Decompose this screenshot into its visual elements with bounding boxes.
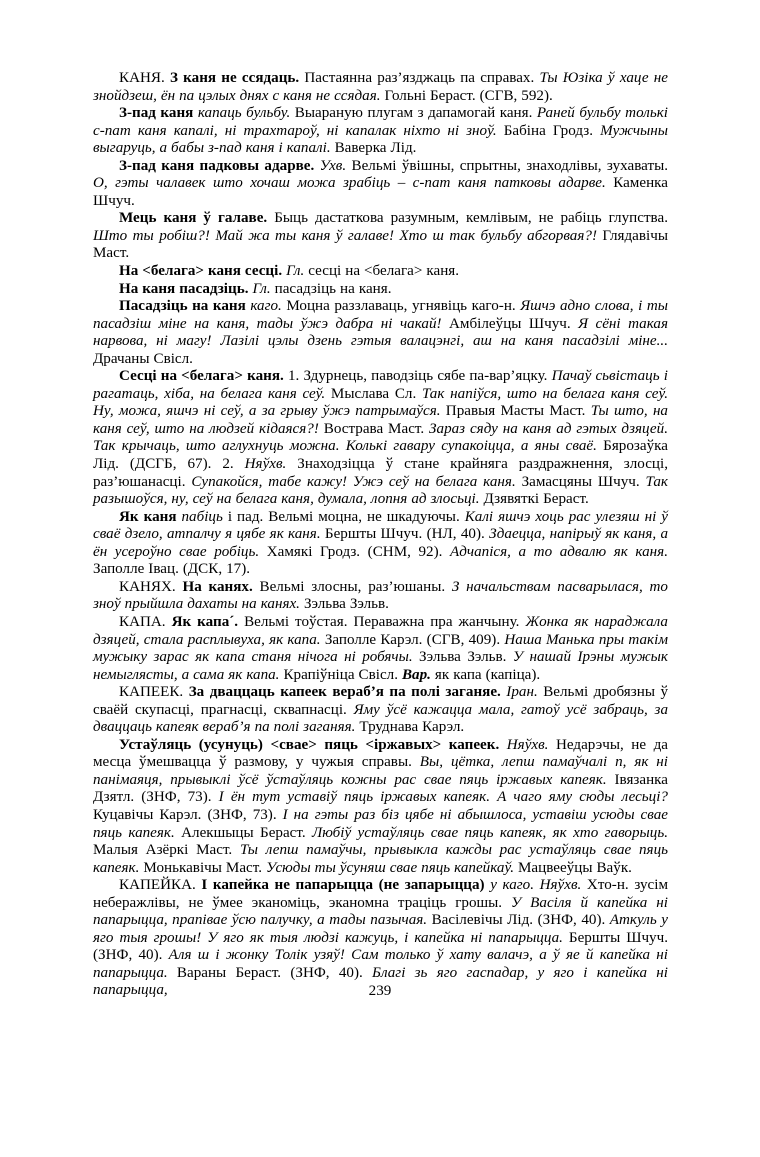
text-run: Пасадзіць на каня (119, 298, 246, 315)
text-run: Так разышоўся, ну, сеў на белага каня, думала, лопня ад злосьці. (93, 473, 668, 508)
text-run: Моцна раззлаваць, угнявіць каго-н. (281, 298, 521, 315)
text-run: Раней бульбу толькі с-пат каня капалі, ні трахтароў, ні капалак ніхто ні зноў. (93, 105, 668, 139)
text-run: Вельмі ўвішны, спрытны, знаходлівы, зухаваты. (346, 157, 669, 174)
text-run: Вы, цётка, лепш памаўчалі п, як ні панімаяця, прывыклі ўсё ўстаўляць кожны рас свае пяць іржавых капеяк. (93, 754, 669, 788)
text-run: Вельмі дробязны ў сваёй скупасці, прагнасці, сквапнасці. (93, 684, 668, 718)
text-run: Заполле Івац. (ДСК, 17). (93, 561, 251, 578)
text-run: Труднава Карэл. (355, 719, 465, 736)
text-run: Івязанка Дзятл. (ЗНФ, 73). (93, 771, 668, 806)
text-run: Мужчыны выгаруць, а бабы з-пад каня і капалі. (93, 122, 669, 157)
text-run: Каменка Шчуч. (93, 175, 668, 209)
text-run: Бершты Шчуч. (НЛ, 40). (320, 526, 490, 543)
text-run: На канях. (182, 578, 253, 595)
text-run: КАПА. (119, 613, 172, 630)
text-run: Як капа´. (171, 613, 239, 630)
text-run: Куцавічы Карэл. (ЗНФ, 73). (93, 806, 283, 823)
text-run: каго. (245, 298, 282, 315)
text-run: Васілевічы Лід. (ЗНФ, 40). (427, 912, 610, 929)
text-run: Вельмі тоўстая. Пераважна пра жанчыну. (238, 613, 526, 630)
text-run: Хамякі Гродз. (СНМ, 92). (259, 543, 451, 560)
text-run: Мыслава Сл. (325, 385, 422, 402)
text-run: КАНЯХ. (119, 578, 183, 595)
text-run: Зараз сяду на каня ад гэтых дзяцей. Так крычаць, што аглухнуць можна. Колькі гавару супакоіцца, а яны сваё. (93, 420, 668, 455)
text-run: Яму ўсё кажацца мала, гатоў усё забраць, за дваццаць капеяк вераб’я па полі заганяя. (93, 701, 668, 736)
text-run: Пачаў сьвістаць і рагатаць, хіба, на белага каня сеў. (93, 368, 668, 402)
dictionary-entry (93, 281, 668, 299)
text-run: капаць бульбу. (193, 105, 291, 122)
dictionary-entry (93, 70, 668, 105)
text-run: Ты што, на каня сеў, што на людзей кідаяся?! (93, 403, 668, 437)
text-run: у каго. Няўхв. (484, 877, 582, 894)
text-run: Бабіна Гродз. (496, 122, 601, 139)
text-run: У Васіля й капейка ні папарыцца, прапівае ўсю палучку, а тады пазычая. (93, 894, 668, 929)
text-run: Вар. (401, 666, 431, 683)
text-run: Бершты Шчуч. (ЗНФ, 40). (93, 929, 668, 964)
dictionary-entry (93, 298, 668, 368)
text-run: Ухв. (314, 157, 347, 174)
dictionary-entry (93, 684, 668, 737)
text-run: Выараную плугам з дапамогай каня. (290, 105, 537, 122)
text-run: Устаўляць (усунуць) <свае> пяць <іржавых> капеек. (119, 736, 500, 753)
dictionary-entry (93, 105, 668, 158)
text-run: 1. Здурнець, паводзіць сябе па-вар’яцку. (283, 368, 552, 385)
text-run: Усюды ты ўсуняш свае пяць капейкаў. (265, 859, 515, 876)
text-run: Наша Манька пры такім мужыку зарас як капа станя нічога ні робячы. (93, 631, 668, 666)
text-run: На каня пасадзіць. (119, 280, 249, 297)
text-run: Ты Юзіка ў хаце не знойдзеш, ён па цэлых днях с каня не ссядая. (93, 70, 668, 104)
text-run: З каня не ссядаць. (169, 70, 300, 86)
text-run: Драчаны Свісл. (93, 350, 193, 367)
text-run: Аткуль у яго тыя грошы! У яго як тыя людзі кажуць, і капейка ні папарыцца. (93, 912, 668, 946)
text-run: Іран. (500, 684, 538, 701)
text-run: Я сёні такая нарвова, ні магу! Лазілі цэлы дзень гэтыя валацэнгі, аш на каня пасадзілі міне... (93, 315, 668, 350)
text-run: Любіў устаўляць свае пяць капеяк, як хто гаворыць. (311, 824, 668, 841)
text-run: Быць дастаткова разумным, кемлівым, не рабіць глупства. (267, 210, 668, 227)
text-run: Бярозаўка Лід. (ДСГБ, 67). 2. (93, 438, 668, 473)
text-run: І капейка не папарыцца (не запарыцца) (201, 877, 485, 894)
text-run: Здаецца, напірыў як каня, а ён усероўно свае робіць. (93, 526, 668, 560)
text-run: сесці на <белага> каня. (304, 263, 460, 280)
text-run: КАПЕЙКА. (119, 877, 202, 894)
text-run: Глядавічы Маст. (93, 227, 668, 262)
text-run: Правыя Масты Маст. (440, 403, 591, 420)
text-run: З-пад каня (119, 105, 194, 122)
text-run: Зэльва Зэльв. (299, 596, 389, 613)
dictionary-entry (93, 509, 668, 579)
text-run: Зэльва Зэльв. (412, 649, 513, 666)
text-run: Вельмі злосны, раз’юшаны. (252, 578, 452, 595)
text-run: Мацвееўцы Ваўк. (514, 859, 632, 876)
text-run: КАНЯ. (119, 70, 170, 86)
text-run: Пастаянна раз’язджаць па справах. (299, 70, 540, 86)
text-run: пасадзіць на каня. (270, 280, 392, 297)
text-run: Амбілеўцы Шчуч. (441, 315, 579, 332)
text-run: Благі зь яго гаспадар, у яго і капейка ні папарыцца, (93, 964, 668, 999)
text-run: І на гэты раз біз цябе ні абышлоса, уставіш усюды свае пяць капеяк. (93, 806, 668, 841)
dictionary-entry (93, 579, 668, 614)
text-run: У нашай Ірэны мужык немыглясты, а сама як капа. (93, 649, 668, 683)
text-run: Мець каня ў галаве. (119, 210, 268, 227)
text-run: Вараны Бераст. (ЗНФ, 40). (167, 964, 373, 981)
text-run: Жонка як нараджала дзяцей, стала расплывуха, як капа. (93, 613, 668, 648)
text-run: Калі яшчэ хоць рас улезяш ні ў сваё дзело, атпалчу я цябе як каня. (93, 508, 668, 543)
text-run: Недарэчы, не да месца ўмешвацца ў размову, у чужыя справы. (93, 736, 668, 771)
page-number: 239 (368, 983, 392, 999)
text-run: Знаходзіцца ў стане крайняга раздражнення, злосці, раз’юшанасці. (93, 456, 668, 490)
dictionary-entry (93, 263, 668, 281)
text-run: Хто-н. зусім неберажлівы, не ўмее эканоміць, эканомна траціць грошы. (93, 877, 669, 911)
text-run: Аля ш і жонку Толік узяў! Сам только ў хату валачэ, а ў яе й капейка ні папарыцца. (93, 947, 668, 981)
dictionary-entry (93, 368, 668, 508)
text-run: Гл. (282, 263, 305, 280)
text-run: Гольні Бераст. (СГВ, 592). (380, 87, 553, 104)
text-run: Дзявяткі Бераст. (479, 491, 589, 508)
text-run: Так напіўся, што на белага каня сеў. Ну, можа, яшчэ ні сеў, а за грыву ўжэ патрымаўся. (93, 385, 668, 420)
text-run: З начальствам пасварылася, то зноў прыйшла дахаты на канях. (93, 578, 668, 613)
text-run: Замасцяны Шчуч. (515, 473, 646, 490)
text-run: Вострава Маст. (318, 420, 430, 437)
text-run: Няўхв. (244, 456, 287, 473)
text-run: З-пад каня падковы адарве. (119, 157, 315, 174)
text-run: Крапіўніца Свісл. (279, 666, 402, 683)
text-run: Малыя Азёркі Маст. (93, 842, 240, 859)
text-run: Ты лепш памаўчы, прывыкла кажды рас устаўляць свае пяць капеяк. (93, 842, 668, 876)
text-run: Гл. (248, 280, 271, 297)
text-run: Сесці на <белага> каня. (119, 368, 284, 385)
text-run: На <белага> каня сесці. (119, 263, 283, 280)
text-run: як капа (капіца). (430, 666, 541, 683)
text-run: Супакойся, табе кажу! Ужэ сеў на белага каня. (191, 473, 516, 490)
text-column (93, 70, 668, 1000)
text-run: Яшчэ адно слова, і ты пасадзіш міне на каня, тады ўжэ дабра ні чакай! (93, 298, 668, 332)
text-run: Як каня (119, 508, 177, 525)
text-run: Ваверка Лід. (330, 140, 417, 157)
text-run: Заполле Карэл. (СГВ, 409). (320, 631, 505, 648)
text-run: Алекшыцы Бераст. (174, 824, 312, 841)
text-run: КАПЕЕК. (119, 684, 189, 701)
dictionary-entry (93, 877, 668, 1000)
text-run: За дваццаць капеек вераб’я па полі заганяе. (188, 684, 501, 701)
text-run: Адчапіся, а то адвалю як каня. (450, 543, 668, 560)
dictionary-entry (93, 737, 668, 877)
dictionary-entry (93, 158, 668, 211)
text-run: Монькавічы Маст. (139, 859, 266, 876)
text-run: О, гэты чалавек што хочаш можа зрабіць – с-пат каня патковы адарве. (93, 175, 606, 192)
text-run: І ён тут уставіў пяць іржавых капеяк. А чаго яму сюды лесьці? (218, 789, 668, 806)
dictionary-entry (93, 210, 668, 263)
text-run: Няўхв. (499, 736, 549, 753)
text-run: і пад. Вельмі моцна, не шкадуючы. (222, 508, 465, 525)
dictionary-entry (93, 614, 668, 684)
text-run: Што ты робіш?! Май жа ты каня ў галаве! Хто ш так бульбу абгорвая?! (93, 227, 597, 244)
text-run: пабіць (176, 508, 223, 525)
